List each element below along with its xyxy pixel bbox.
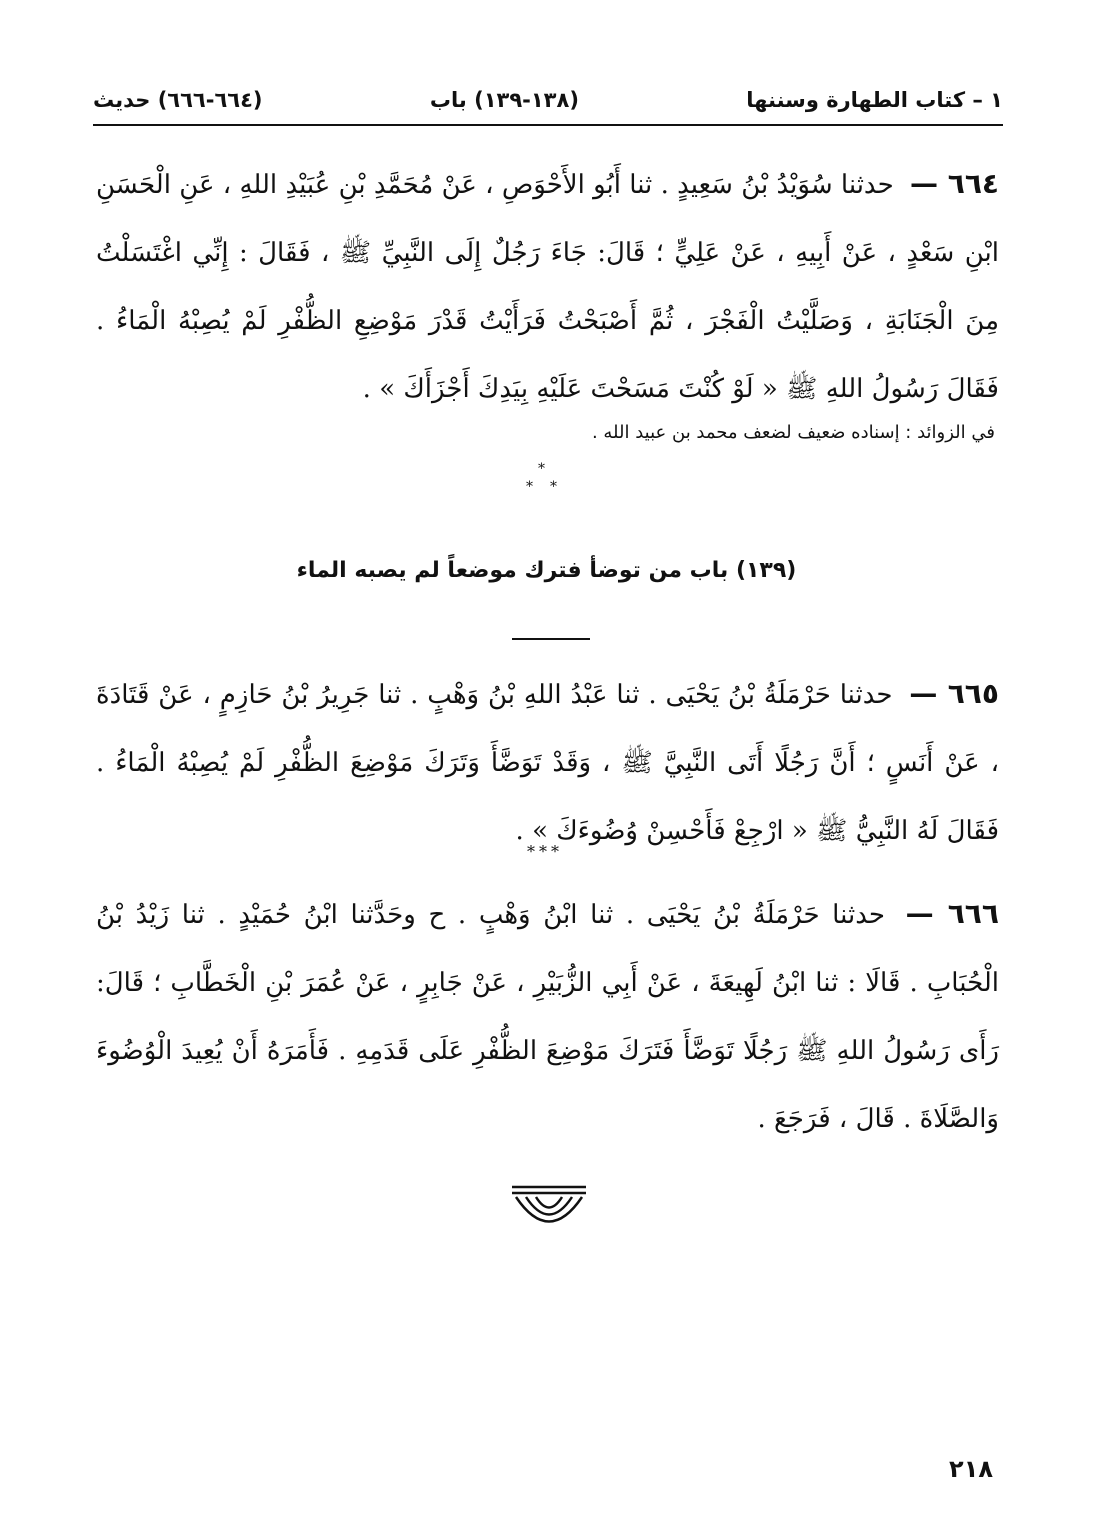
hadith-665 [96, 660, 999, 865]
header-book-title: ١ – كتاب الطهارة وسننها [746, 88, 1003, 112]
hadith-666 [96, 880, 999, 1153]
hadith-number: ٦٦٥ — [909, 677, 999, 710]
header-hadith-range: (٦٦٤-٦٦٦) حديث [93, 88, 263, 112]
header-rule [93, 124, 1003, 126]
hadith-number: ٦٦٤ — [909, 167, 1000, 200]
chapter-title: (١٣٩) باب من توضأ فترك موضعاً لم يصبه الماء [296, 558, 797, 583]
separator-stars: * * * [526, 461, 557, 495]
chapter-rule [512, 638, 590, 640]
hadith-text: حدثنا حَرْمَلَةُ بْنُ يَحْيَى . ثنا ابْنُ وَهْبٍ . ح وحَدَّثنا ابْنُ حُمَيْدٍ . ثنا زَيْدُ بْنُ الْحُبَابِ . قَالَا : ثنا ابْنُ لَهِيعَةَ ، عَنْ أَبِي الزُّبَيْرِ ، عَنْ جَابِرٍ ، عَنْ عُمَرَ بْنِ الْخَطَّابِ ؛ قَالَ: رَأَى رَسُولُ اللهِ ﷺ رَجُلًا تَوَضَّأَ فَتَرَكَ مَوْضِعَ الظُّفْرِ عَلَى قَدَمِهِ . فَأَمَرَهُ أَنْ يُعِيدَ الْوُضُوءَ وَالصَّلَاةَ . قَالَ ، فَرَجَعَ . [96, 900, 999, 1134]
hadith-number: ٦٦٦ — [905, 897, 999, 930]
footnote: في الزوائد : إسناده ضعيف لضعف محمد بن عبيد الله . [591, 422, 995, 443]
header-chapter-range: (١٣٨-١٣٩) باب [429, 88, 579, 112]
page-number: ٢١٨ [949, 1455, 993, 1483]
hadith-text: حدثنا سُوَيْدُ بْنُ سَعِيدٍ . ثنا أَبُو الأَحْوَصِ ، عَنْ مُحَمَّدِ بْنِ عُبَيْدِ اللهِ ، عَنِ الْحَسَنِ ابْنِ سَعْدٍ ، عَنْ أَبِيهِ ، عَنْ عَلِيٍّ ؛ قَالَ: جَاءَ رَجُلٌ إِلَى النَّبِيِّ ﷺ ، فَقَالَ : إِنِّي اغْتَسَلْتُ مِنَ الْجَنَابَةِ ، وَصَلَّيْتُ الْفَجْرَ ، ثُمَّ أَصْبَحْتُ فَرَأَيْتُ قَدْرَ مَوْضِعِ الظُّفْرِ لَمْ يُصِبْهُ الْمَاءُ . فَقَالَ رَسُولُ اللهِ ﷺ « لَوْ كُنْتَ مَسَحْتَ عَلَيْهِ بِيَدِكَ أَجْزَأَكَ » . [96, 170, 999, 404]
separator-stars-row: *** [527, 842, 563, 861]
hadith-text: حدثنا حَرْمَلَةُ بْنُ يَحْيَى . ثنا عَبْدُ اللهِ بْنُ وَهْبٍ . ثنا جَرِيرُ بْنُ حَازِمٍ ، عَنْ قَتَادَةَ ، عَنْ أَنَسٍ ؛ أَنَّ رَجُلًا أَتَى النَّبِيَّ ﷺ ، وَقَدْ تَوَضَّأَ وَتَرَكَ مَوْضِعَ الظُّفْرِ لَمْ يُصِبْهُ الْمَاءُ . فَقَالَ لَهُ النَّبِيُّ ﷺ « ارْجِعْ فَأَحْسِنْ وُضُوءَكَ » . [96, 680, 999, 846]
running-header [93, 78, 1003, 122]
hadith-664 [96, 150, 999, 423]
end-ornament-icon [508, 1184, 590, 1234]
